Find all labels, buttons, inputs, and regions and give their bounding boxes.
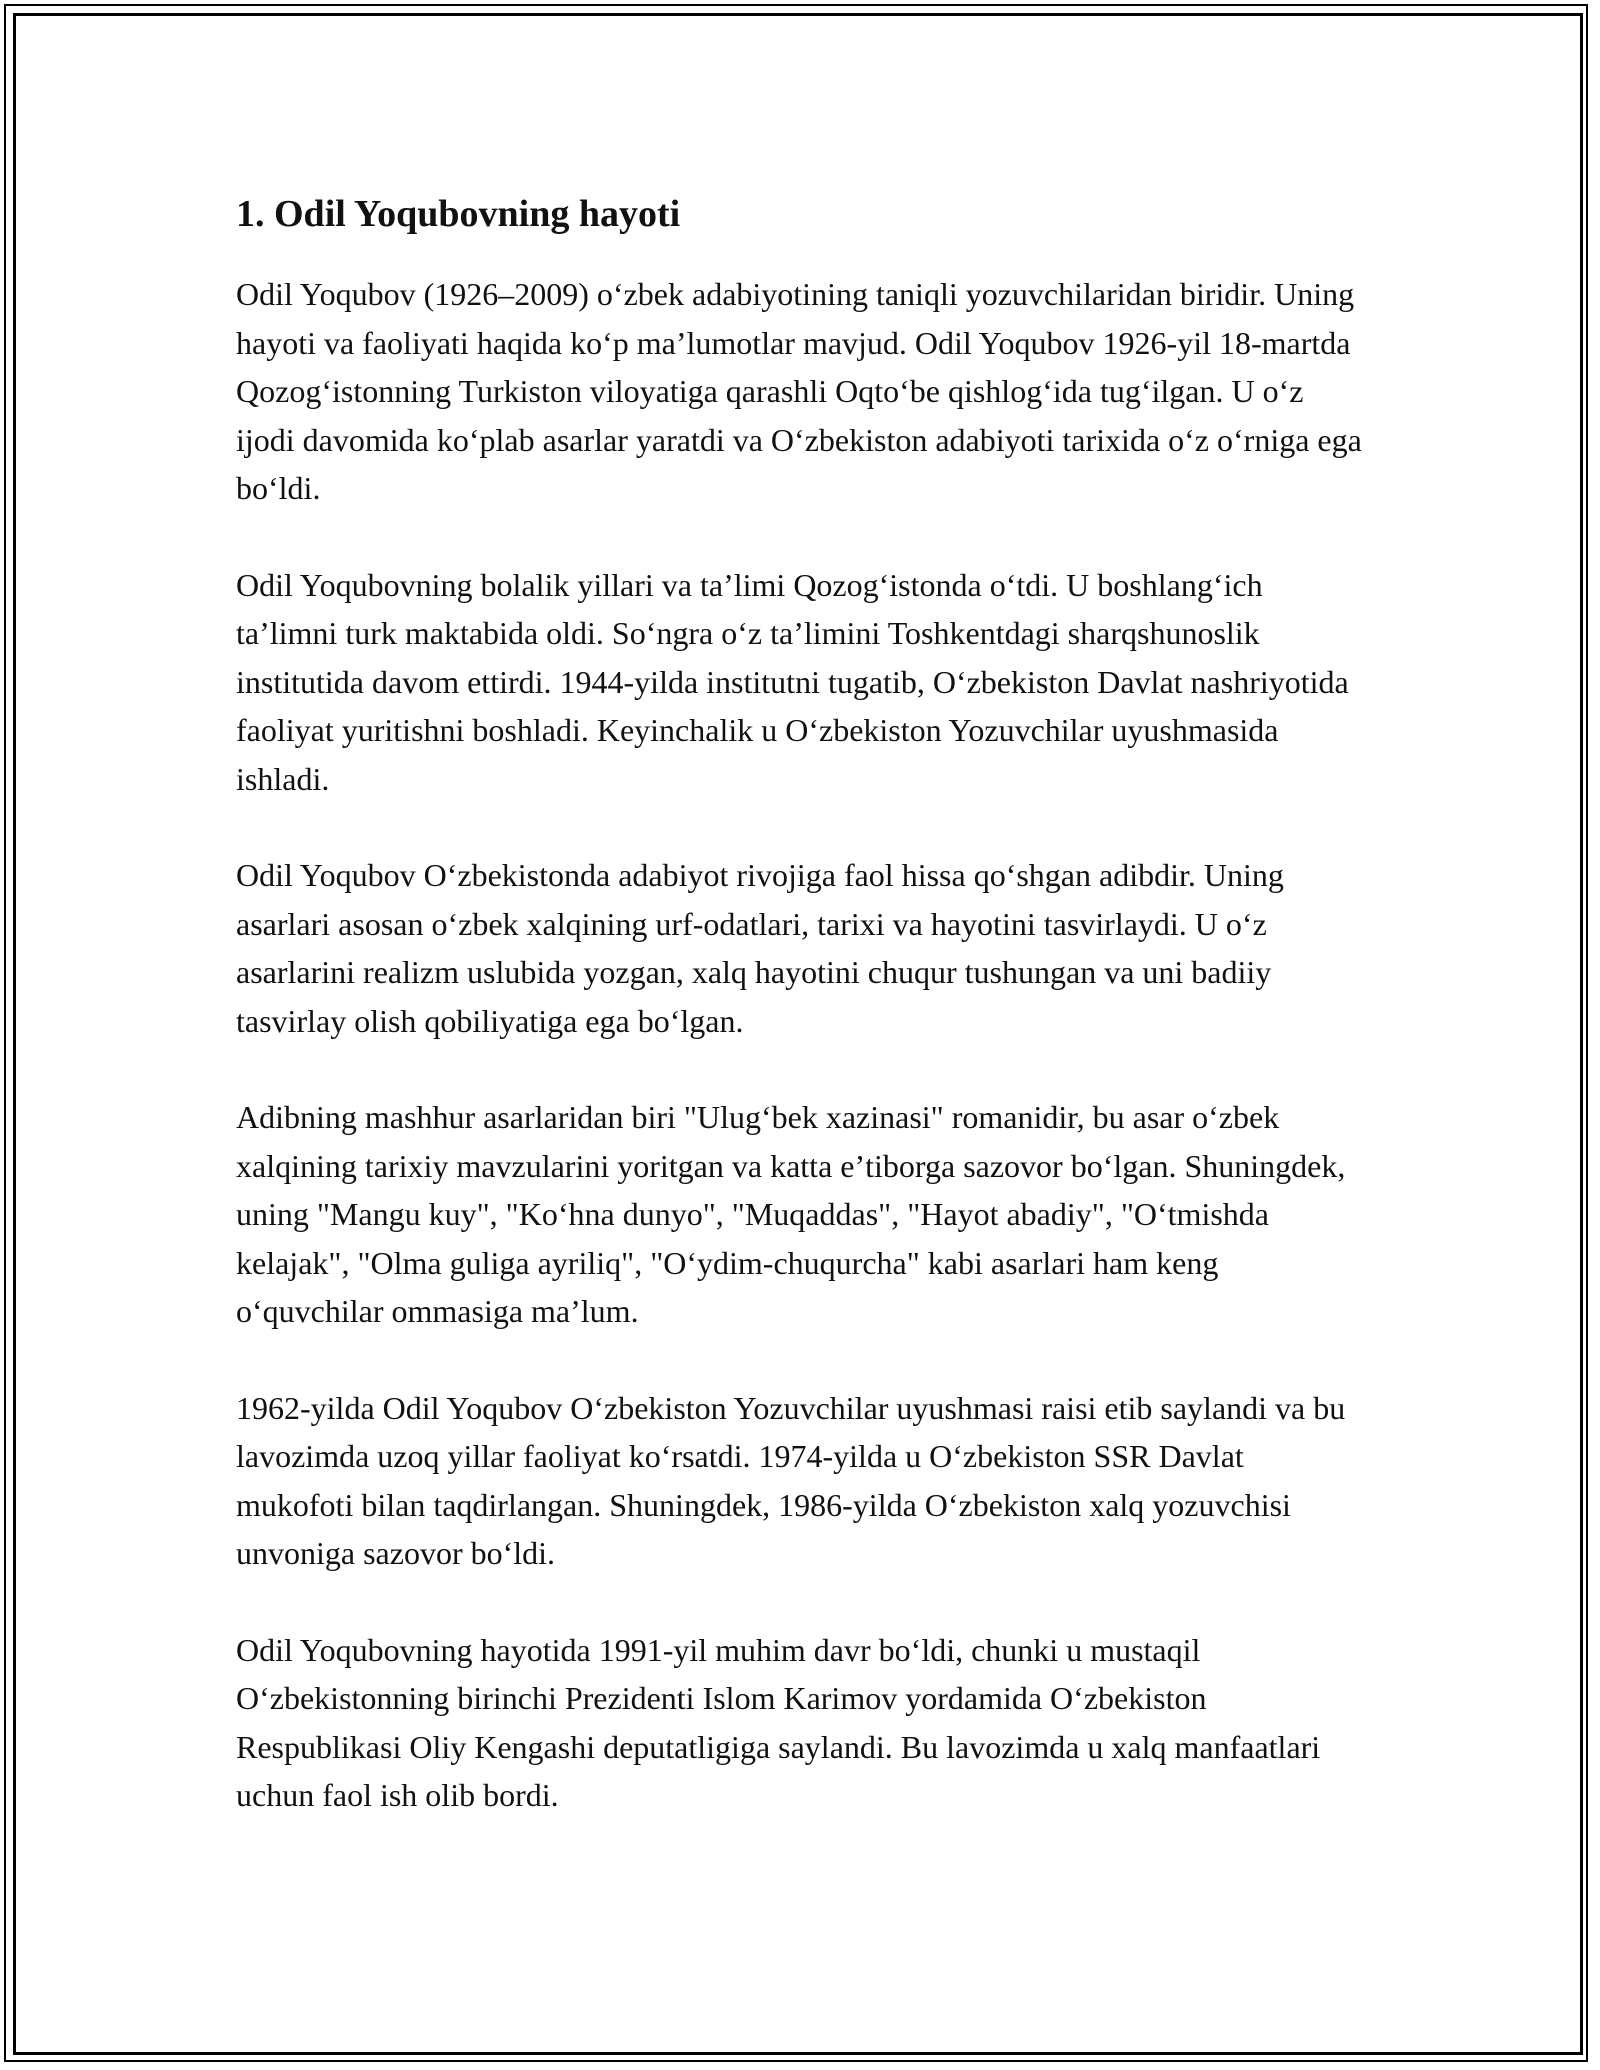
section-title: 1. Odil Yoqubovning hayoti: [236, 193, 681, 235]
paragraph-3: Odil Yoqubov Oʻzbekistonda adabiyot rivojiga faol hissa qoʻshgan adibdir. Uning asarlari asosan oʻzbek xalqining urf-odatlari, tarixi va hayotini tasvirlaydi. U oʻz asarlarini realizm uslubida yozgan, xalq hayotini chuqur tushungan va uni badiiy tasvirlay olish qobiliyatiga ega boʻlgan.: [236, 857, 1284, 1039]
paragraph-2: Odil Yoqubovning bolalik yillari va taʼlimi Qozogʻistonda oʻtdi. U boshlangʻich taʼlimni turk maktabida oldi. Soʻngra oʻz taʼlimini Toshkentdagi sharqshunoslik institutida davom ettirdi. 1944-yilda institutni tugatib, Oʻzbekiston Davlat nashriyotida faoliyat yuritishni boshladi. Keyinchalik u Oʻzbekiston Yozuvchilar uyushmasida ishladi.: [236, 566, 1349, 797]
paragraph-1: Odil Yoqubov (1926–2009) oʻzbek adabiyotining taniqli yozuvchilaridan biridir. Uning hayoti va faoliyati haqida koʻp maʼlumotlar mavjud. Odil Yoqubov 1926-yil 18-martda Qozogʻistonning Turkiston viloyatiga qarashli Oqtoʻbe qishlogʻida tugʻilgan. U oʻz ijodi davomida koʻplab asarlar yaratdi va Oʻzbekiston adabiyoti tarixida oʻz oʻrniga ega boʻldi.: [236, 276, 1362, 506]
document-body: [236, 186, 1364, 1820]
paragraph-4: Adibning mashhur asarlaridan biri "Ulugʻbek xazinasi" romanidir, bu asar oʻzbek xalqining tarixiy mavzularini yoritgan va katta eʼtiborga sazovor boʻlgan. Shuningdek, uning "Mangu kuy", "Koʻhna dunyo", "Muqaddas", "Hayot abadiy", "Oʻtmishda kelajak", "Olma guliga ayriliq", "Oʻydim-chuqurcha" kabi asarlari ham keng oʻquvchilar ommasiga maʼlum.: [236, 1099, 1346, 1329]
paragraph-5: 1962-yilda Odil Yoqubov Oʻzbekiston Yozuvchilar uyushmasi raisi etib saylandi va bu lavozimda uzoq yillar faoliyat koʻrsatdi. 1974-yilda u Oʻzbekiston SSR Davlat mukofoti bilan taqdirlangan. Shuningdek, 1986-yilda Oʻzbekiston xalq yozuvchisi unvoniga sazovor boʻldi.: [236, 1389, 1346, 1571]
paragraph-6: Odil Yoqubovning hayotida 1991-yil muhim davr boʻldi, chunki u mustaqil Oʻzbekistonning birinchi Prezidenti Islom Karimov yordamida Oʻzbekiston Respublikasi Oliy Kengashi deputatligiga saylandi. Bu lavozimda u xalq manfaatlari uchun faol ish olib bordi.: [236, 1631, 1321, 1813]
